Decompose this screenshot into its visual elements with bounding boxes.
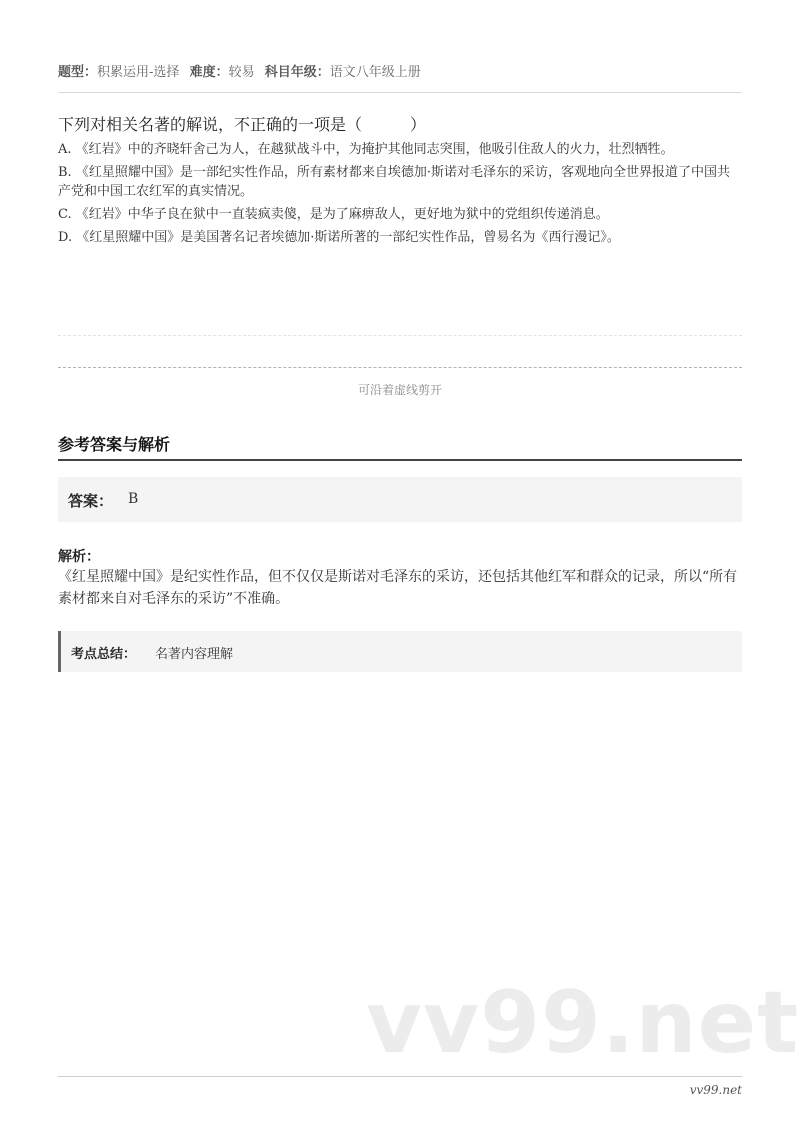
difficulty-label: 难度： [189, 65, 229, 80]
watermark: vv99.net [366, 973, 800, 1073]
section-title: 参考答案与解析 [58, 435, 171, 454]
option-a: A. 《红岩》中的齐晓轩舍己为人，在越狱战斗中，为掩护其他同志突围，他吸引住敌人的火力，壮烈牺牲。 [58, 142, 674, 157]
option-d: D. 《红星照耀中国》是美国著名记者埃德加·斯诺所著的一部纪实性作品，曾易名为《西行漫记》。 [58, 230, 620, 245]
key-point-box [58, 631, 742, 672]
answer-box [58, 477, 742, 522]
type-value: 积累运用-选择 [97, 65, 180, 80]
question-meta [58, 64, 742, 82]
option-list [58, 140, 742, 251]
analysis-text: 《红星照耀中国》是纪实性作品，但不仅仅是斯诺对毛泽东的采访，还包括其他红军和群众的记录，所以“所有素材都来自对毛泽东的采访”不准确。 [58, 569, 738, 607]
question-stem: 下列对相关名著的解说，不正确的一项是（ ） [58, 115, 427, 134]
cut-line [58, 367, 742, 368]
key-point-label: 考点总结： [71, 647, 137, 662]
key-point-value: 名著内容理解 [155, 647, 234, 662]
analysis-label: 解析： [58, 549, 100, 565]
answer-area-line [58, 335, 742, 336]
answer-label: 答案： [68, 492, 114, 510]
answer-value: B [128, 491, 139, 507]
footer-site: vv99.net [689, 1083, 742, 1097]
option-b: B. 《红星照耀中国》是一部纪实性作品，所有素材都来自埃德加·斯诺对毛泽东的采访，客观地向全世界报道了中国共产党和中国工农红军的真实情况。 [58, 165, 730, 199]
top-divider [58, 92, 742, 93]
cut-hint: 可沿着虚线剪开 [357, 383, 442, 397]
grade-value: 语文八年级上册 [329, 65, 421, 80]
difficulty-value: 较易 [228, 65, 255, 80]
section-divider [58, 459, 742, 461]
footer-divider [58, 1076, 742, 1077]
option-c: C. 《红岩》中华子良在狱中一直装疯卖傻，是为了麻痹敌人，更好地为狱中的党组织传递消息。 [58, 207, 609, 222]
type-label: 题型： [58, 65, 98, 80]
grade-label: 科目年级： [264, 65, 330, 80]
